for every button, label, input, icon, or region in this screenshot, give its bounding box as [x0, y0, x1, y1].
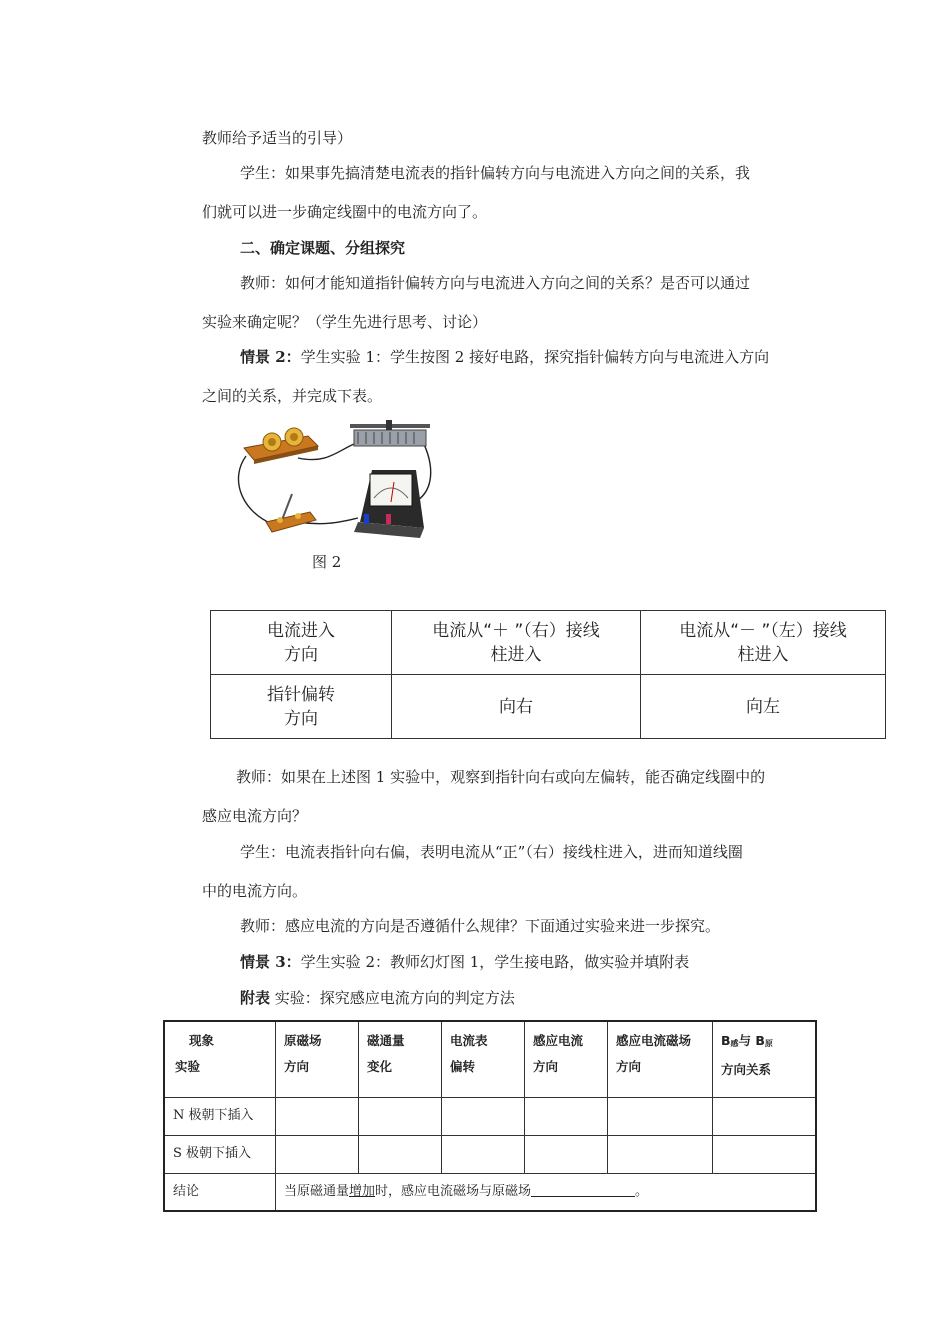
- meter-direction-table: [210, 610, 886, 739]
- table2-cell[interactable]: [713, 1135, 817, 1173]
- section-heading: 二、确定课题、分组探究: [240, 239, 406, 257]
- scene-2-text: 学生实验 1：学生按图 2 接好电路，探究指针偏转方向与电流进入方向: [300, 348, 770, 366]
- scene-3-label: 情景 3：: [240, 953, 301, 971]
- table2-cell[interactable]: [713, 1097, 817, 1135]
- table1-header-current-entry: 电流进入 方向: [211, 611, 392, 675]
- paragraph-scene-2a: [240, 347, 769, 367]
- table2-cell[interactable]: [525, 1135, 608, 1173]
- table2-cell[interactable]: [359, 1135, 442, 1173]
- paragraph-teacher-1a: 教师：如何才能知道指针偏转方向与电流进入方向之间的关系？是否可以通过: [240, 274, 751, 292]
- table2-cell[interactable]: [442, 1097, 525, 1135]
- scene-2-label: 情景 2：: [240, 348, 301, 366]
- scene-3-text: 学生实验 2：教师幻灯图 1，学生接电路，做实验并填附表: [300, 953, 690, 971]
- table1-cell-right: 向右: [392, 675, 641, 739]
- table2-header-phenomenon: 现象 实验: [164, 1021, 276, 1097]
- attached-table-text: 实验：探究感应电流方向的判定方法: [270, 989, 515, 1007]
- table2-header-original-field: 原磁场 方向: [276, 1021, 359, 1097]
- table1-row-pointer-deflection: 指针偏转 方向: [211, 675, 392, 739]
- paragraph-scene-3: [240, 952, 689, 972]
- paragraph-teacher-3: 教师：感应电流的方向是否遵循什么规律？下面通过实验来进一步探究。: [240, 917, 721, 935]
- table2-conclusion-text: 当原磁通量增加时，感应电流磁场与原磁场 。: [276, 1173, 817, 1211]
- table2-header-meter-deflection: 电流表 偏转: [442, 1021, 525, 1097]
- table2-header-induced-current: 感应电流 方向: [525, 1021, 608, 1097]
- table2-header-induced-field: 感应电流磁场 方向: [608, 1021, 713, 1097]
- attached-table-title: [240, 988, 515, 1008]
- paragraph-guidance: 教师给予适当的引导）: [202, 129, 353, 147]
- paragraph-student-2a: 学生：电流表指针向右偏，表明电流从“正”（右）接线柱进入，进而知道线圈: [240, 843, 743, 861]
- table2-cell[interactable]: [608, 1135, 713, 1173]
- table2-row-n-pole: N 极朝下插入: [164, 1097, 276, 1135]
- induced-current-table: [163, 1020, 817, 1212]
- table1-header-negative-terminal: 电流从“－ ”（左）接线 柱进入: [641, 611, 886, 675]
- table2-row-conclusion: 结论: [164, 1173, 276, 1211]
- paragraph-teacher-2b: 感应电流方向？: [202, 807, 308, 825]
- table2-header-b-relation: B感与 B原 方向关系: [713, 1021, 817, 1097]
- paragraph-scene-2b: 之间的关系，并完成下表。: [202, 387, 383, 405]
- figure-caption: 图 2: [312, 553, 342, 571]
- table2-header-flux-change: 磁通量 变化: [359, 1021, 442, 1097]
- paragraph-teacher-2a: 教师：如果在上述图 1 实验中，观察到指针向右或向左偏转，能否确定线圈中的: [236, 768, 766, 786]
- conclusion-blank[interactable]: [531, 1182, 635, 1197]
- table2-cell[interactable]: [276, 1097, 359, 1135]
- table2-row-s-pole: S 极朝下插入: [164, 1135, 276, 1173]
- paragraph-student-1a: 学生：如果事先搞清楚电流表的指针偏转方向与电流进入方向之间的关系，我: [240, 164, 751, 182]
- paragraph-student-1b: 们就可以进一步确定线圈中的电流方向了。: [202, 203, 488, 221]
- table1-header-positive-terminal: 电流从“＋ ”（右）接线 柱进入: [392, 611, 641, 675]
- table2-cell[interactable]: [525, 1097, 608, 1135]
- table2-cell[interactable]: [442, 1135, 525, 1173]
- table1-cell-left: 向左: [641, 675, 886, 739]
- table2-cell[interactable]: [276, 1135, 359, 1173]
- circuit-figure: [236, 418, 436, 550]
- paragraph-teacher-1b: 实验来确定呢？（学生先进行思考、讨论）: [202, 313, 488, 331]
- paragraph-student-2b: 中的电流方向。: [202, 882, 308, 900]
- attached-table-label: 附表: [240, 989, 271, 1007]
- table2-cell[interactable]: [608, 1097, 713, 1135]
- table2-cell[interactable]: [359, 1097, 442, 1135]
